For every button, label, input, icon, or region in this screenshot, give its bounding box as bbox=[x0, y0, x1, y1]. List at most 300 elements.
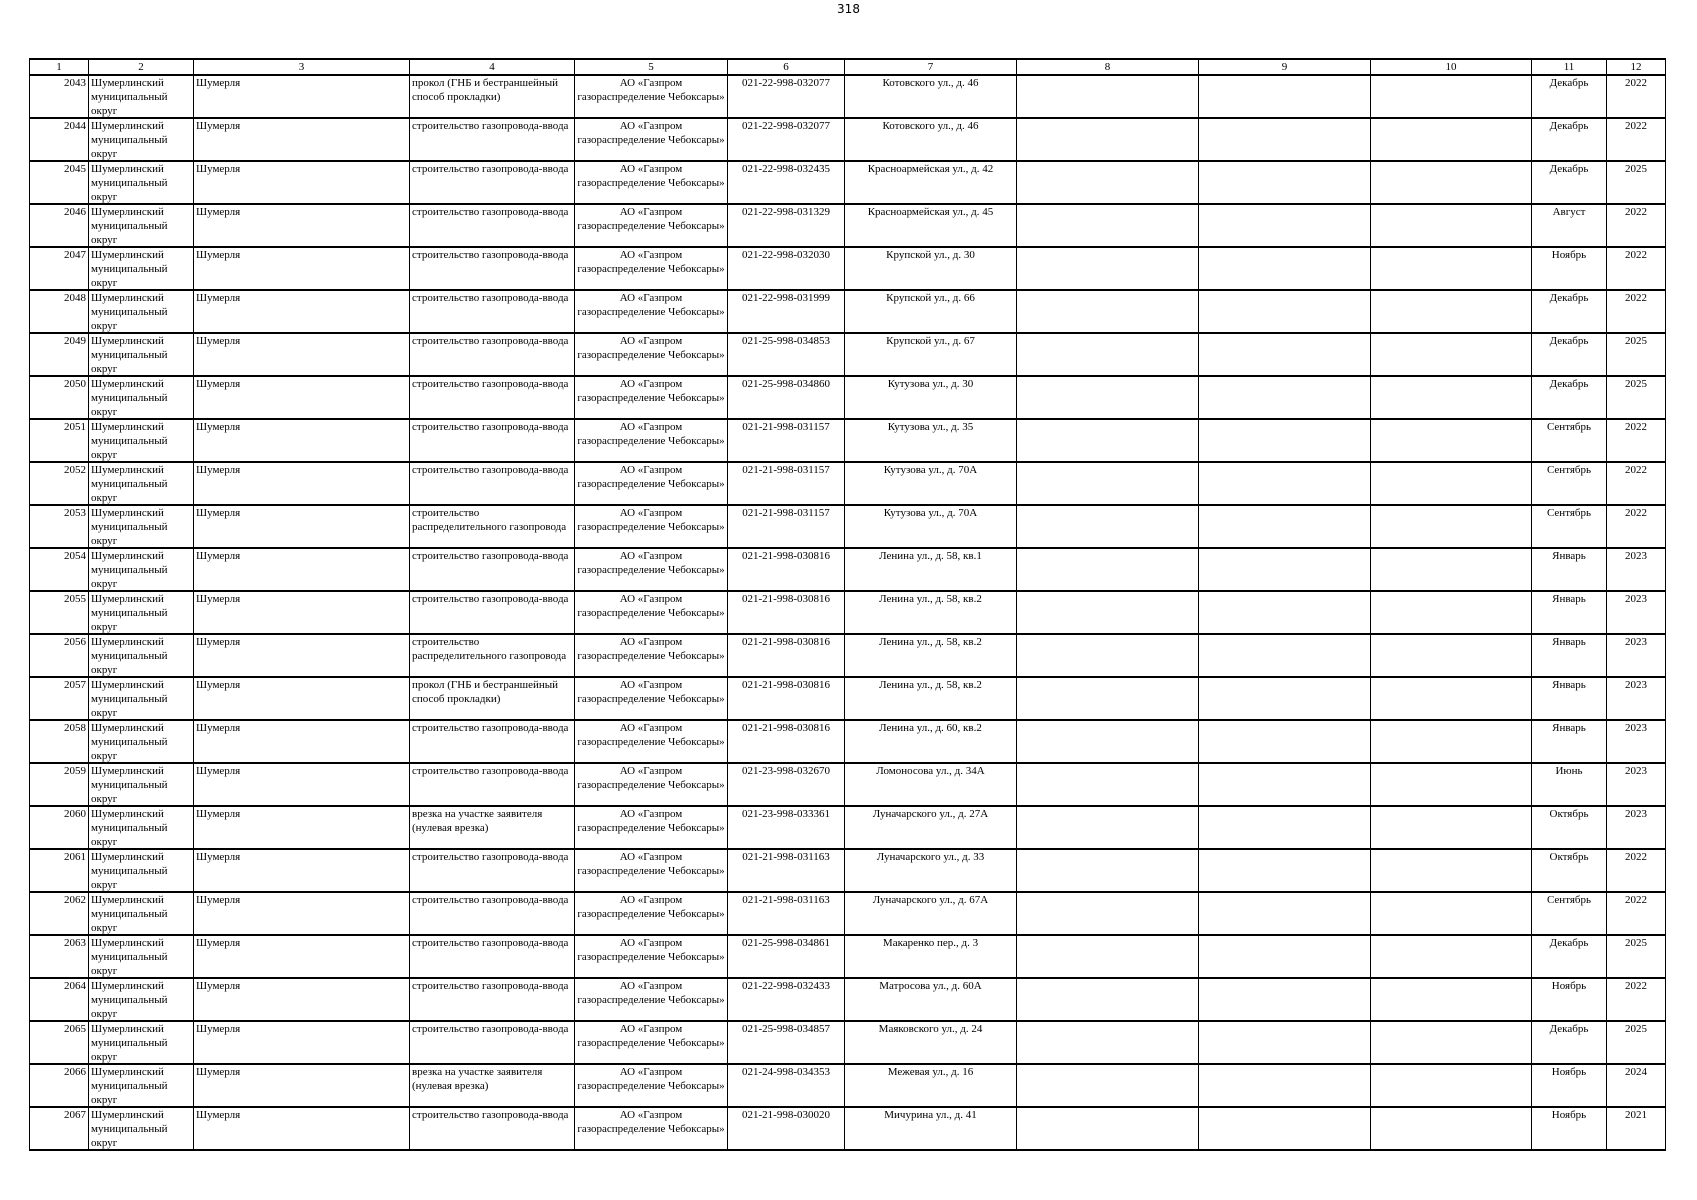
address-cell bbox=[845, 1064, 1017, 1107]
application-code-cell bbox=[728, 892, 845, 935]
column-10-cell bbox=[1371, 591, 1532, 634]
month-cell-text: Сентябрь bbox=[1546, 421, 1592, 433]
application-code-cell-text: 021-22-998-032077 bbox=[742, 77, 830, 89]
year-cell bbox=[1607, 376, 1666, 419]
application-code-cell bbox=[728, 634, 845, 677]
row-number-cell-text: 2067 bbox=[64, 1109, 86, 1121]
work-type-cell bbox=[410, 462, 575, 505]
column-9-cell bbox=[1199, 720, 1371, 763]
row-number-cell-text: 2051 bbox=[64, 421, 86, 433]
address-cell-text: Луначарского ул., д. 67А bbox=[872, 894, 989, 906]
table-row bbox=[30, 419, 1666, 462]
work-type-cell-text: прокол (ГНБ и бестраншейный способ прокладки) bbox=[412, 77, 559, 103]
application-code-cell bbox=[728, 505, 845, 548]
column-9-cell bbox=[1199, 634, 1371, 677]
column-8-cell bbox=[1017, 462, 1199, 505]
year-cell-text: 2022 bbox=[1625, 292, 1647, 304]
column-8-cell bbox=[1017, 419, 1199, 462]
application-code-cell bbox=[728, 548, 845, 591]
locality-cell-text: Шумерля bbox=[196, 937, 241, 949]
organization-cell-text: АО «Газпром газораспределение Чебоксары» bbox=[577, 120, 725, 146]
month-cell bbox=[1532, 247, 1607, 290]
address-cell-text: Красноармейская ул., д. 45 bbox=[867, 206, 994, 218]
year-cell bbox=[1607, 548, 1666, 591]
row-number-cell bbox=[30, 290, 89, 333]
table-row bbox=[30, 161, 1666, 204]
table-row bbox=[30, 935, 1666, 978]
table-row bbox=[30, 978, 1666, 1021]
organization-cell-text: АО «Газпром газораспределение Чебоксары» bbox=[577, 980, 725, 1006]
column-9-cell bbox=[1199, 1021, 1371, 1064]
column-10-cell bbox=[1371, 806, 1532, 849]
address-cell-text: Красноармейская ул., д. 42 bbox=[867, 163, 994, 175]
month-cell-text: Сентябрь bbox=[1546, 894, 1592, 906]
district-cell-text: Шумерлинский муниципальный округ bbox=[91, 206, 168, 246]
locality-cell bbox=[194, 290, 410, 333]
district-cell-text: Шумерлинский муниципальный округ bbox=[91, 851, 168, 891]
row-number-cell-text: 2045 bbox=[64, 163, 86, 175]
organization-cell-text: АО «Газпром газораспределение Чебоксары» bbox=[577, 206, 725, 232]
row-number-cell-text: 2062 bbox=[64, 894, 86, 906]
column-header-5: 5 bbox=[575, 59, 728, 75]
address-cell-text: Луначарского ул., д. 27А bbox=[872, 808, 989, 820]
locality-cell-text: Шумерля bbox=[196, 765, 241, 777]
month-cell bbox=[1532, 548, 1607, 591]
row-number-cell bbox=[30, 505, 89, 548]
month-cell-text: Январь bbox=[1552, 722, 1586, 734]
column-9-cell bbox=[1199, 75, 1371, 118]
year-cell-text: 2023 bbox=[1625, 722, 1647, 734]
application-code-cell bbox=[728, 1107, 845, 1150]
month-cell bbox=[1532, 935, 1607, 978]
year-cell-text: 2022 bbox=[1625, 249, 1647, 261]
locality-cell-text: Шумерля bbox=[196, 120, 241, 132]
year-cell-text: 2023 bbox=[1625, 679, 1647, 691]
work-type-cell bbox=[410, 978, 575, 1021]
work-type-cell bbox=[410, 677, 575, 720]
address-cell bbox=[845, 892, 1017, 935]
column-9-cell bbox=[1199, 118, 1371, 161]
row-number-cell bbox=[30, 806, 89, 849]
district-cell bbox=[89, 376, 194, 419]
table-row bbox=[30, 634, 1666, 677]
locality-cell bbox=[194, 204, 410, 247]
row-number-cell bbox=[30, 1064, 89, 1107]
organization-cell bbox=[575, 247, 728, 290]
column-10-cell bbox=[1371, 634, 1532, 677]
year-cell bbox=[1607, 1021, 1666, 1064]
address-cell bbox=[845, 75, 1017, 118]
column-8-cell bbox=[1017, 505, 1199, 548]
column-8-cell bbox=[1017, 677, 1199, 720]
row-number-cell-text: 2044 bbox=[64, 120, 86, 132]
work-type-cell-text: строительство газопровода-ввода bbox=[412, 722, 569, 734]
year-cell bbox=[1607, 75, 1666, 118]
locality-cell bbox=[194, 720, 410, 763]
work-type-cell-text: строительство распределительного газопровода bbox=[412, 636, 567, 662]
column-header-11: 11 bbox=[1532, 59, 1607, 75]
district-cell-text: Шумерлинский муниципальный округ bbox=[91, 163, 168, 203]
work-type-cell bbox=[410, 1064, 575, 1107]
row-number-cell-text: 2064 bbox=[64, 980, 86, 992]
locality-cell bbox=[194, 1064, 410, 1107]
year-cell bbox=[1607, 892, 1666, 935]
organization-cell-text: АО «Газпром газораспределение Чебоксары» bbox=[577, 421, 725, 447]
table-row bbox=[30, 548, 1666, 591]
month-cell bbox=[1532, 462, 1607, 505]
column-9-cell bbox=[1199, 204, 1371, 247]
table-row bbox=[30, 75, 1666, 118]
column-8-cell bbox=[1017, 204, 1199, 247]
month-cell-text: Январь bbox=[1552, 636, 1586, 648]
district-cell-text: Шумерлинский муниципальный округ bbox=[91, 808, 168, 848]
row-number-cell bbox=[30, 333, 89, 376]
work-type-cell-text: строительство газопровода-ввода bbox=[412, 206, 569, 218]
year-cell bbox=[1607, 634, 1666, 677]
column-10-cell bbox=[1371, 1064, 1532, 1107]
year-cell-text: 2025 bbox=[1625, 378, 1647, 390]
application-code-cell bbox=[728, 118, 845, 161]
district-cell-text: Шумерлинский муниципальный округ bbox=[91, 120, 168, 160]
column-9-cell bbox=[1199, 935, 1371, 978]
address-cell bbox=[845, 935, 1017, 978]
address-cell-text: Крупской ул., д. 67 bbox=[886, 335, 975, 347]
district-cell-text: Шумерлинский муниципальный округ bbox=[91, 335, 168, 375]
application-code-cell-text: 021-22-998-032077 bbox=[742, 120, 830, 132]
work-type-cell bbox=[410, 1107, 575, 1150]
locality-cell bbox=[194, 763, 410, 806]
district-cell bbox=[89, 118, 194, 161]
row-number-cell-text: 2060 bbox=[64, 808, 86, 820]
district-cell-text: Шумерлинский муниципальный округ bbox=[91, 722, 168, 762]
page-number: 318 bbox=[837, 2, 860, 16]
month-cell-text: Декабрь bbox=[1549, 77, 1589, 89]
address-cell bbox=[845, 849, 1017, 892]
column-9-cell bbox=[1199, 763, 1371, 806]
application-code-cell-text: 021-21-998-031157 bbox=[742, 464, 830, 476]
month-cell-text: Ноябрь bbox=[1551, 1109, 1587, 1121]
year-cell-text: 2021 bbox=[1625, 1109, 1647, 1121]
column-8-cell bbox=[1017, 161, 1199, 204]
month-cell bbox=[1532, 1064, 1607, 1107]
organization-cell-text: АО «Газпром газораспределение Чебоксары» bbox=[577, 765, 725, 791]
column-10-cell bbox=[1371, 1021, 1532, 1064]
table-row bbox=[30, 720, 1666, 763]
month-cell bbox=[1532, 634, 1607, 677]
organization-cell bbox=[575, 376, 728, 419]
locality-cell-text: Шумерля bbox=[196, 1109, 241, 1121]
address-cell bbox=[845, 161, 1017, 204]
district-cell-text: Шумерлинский муниципальный округ bbox=[91, 894, 168, 934]
application-code-cell-text: 021-21-998-030816 bbox=[742, 636, 830, 648]
column-10-cell bbox=[1371, 247, 1532, 290]
district-cell bbox=[89, 505, 194, 548]
locality-cell-text: Шумерля bbox=[196, 464, 241, 476]
district-cell bbox=[89, 333, 194, 376]
application-code-cell-text: 021-22-998-032433 bbox=[742, 980, 830, 992]
table-row bbox=[30, 1064, 1666, 1107]
district-cell-text: Шумерлинский муниципальный округ bbox=[91, 593, 168, 633]
month-cell bbox=[1532, 720, 1607, 763]
address-cell-text: Ленина ул., д. 60, кв.2 bbox=[879, 722, 982, 734]
address-cell-text: Котовского ул., д. 46 bbox=[882, 120, 979, 132]
work-type-cell-text: строительство газопровода-ввода bbox=[412, 421, 569, 433]
month-cell-text: Январь bbox=[1552, 679, 1586, 691]
organization-cell-text: АО «Газпром газораспределение Чебоксары» bbox=[577, 163, 725, 189]
table-row bbox=[30, 290, 1666, 333]
column-10-cell bbox=[1371, 462, 1532, 505]
year-cell-text: 2023 bbox=[1625, 636, 1647, 648]
column-10-cell bbox=[1371, 978, 1532, 1021]
organization-cell bbox=[575, 118, 728, 161]
row-number-cell bbox=[30, 1107, 89, 1150]
locality-cell bbox=[194, 978, 410, 1021]
address-cell-text: Котовского ул., д. 46 bbox=[882, 77, 979, 89]
organization-cell-text: АО «Газпром газораспределение Чебоксары» bbox=[577, 464, 725, 490]
district-cell bbox=[89, 419, 194, 462]
year-cell-text: 2022 bbox=[1625, 894, 1647, 906]
table-row bbox=[30, 892, 1666, 935]
address-cell bbox=[845, 978, 1017, 1021]
locality-cell bbox=[194, 935, 410, 978]
column-10-cell bbox=[1371, 376, 1532, 419]
organization-cell-text: АО «Газпром газораспределение Чебоксары» bbox=[577, 679, 725, 705]
organization-cell-text: АО «Газпром газораспределение Чебоксары» bbox=[577, 636, 725, 662]
organization-cell bbox=[575, 1107, 728, 1150]
district-cell bbox=[89, 849, 194, 892]
address-cell bbox=[845, 376, 1017, 419]
address-cell-text: Ленина ул., д. 58, кв.2 bbox=[879, 679, 982, 691]
row-number-cell-text: 2047 bbox=[64, 249, 86, 261]
column-9-cell bbox=[1199, 161, 1371, 204]
locality-cell bbox=[194, 247, 410, 290]
district-cell-text: Шумерлинский муниципальный округ bbox=[91, 292, 168, 332]
column-8-cell bbox=[1017, 1064, 1199, 1107]
header-row bbox=[30, 59, 1666, 75]
column-10-cell bbox=[1371, 161, 1532, 204]
row-number-cell-text: 2053 bbox=[64, 507, 86, 519]
table-row bbox=[30, 806, 1666, 849]
row-number-cell-text: 2052 bbox=[64, 464, 86, 476]
month-cell bbox=[1532, 806, 1607, 849]
address-cell-text: Крупской ул., д. 66 bbox=[886, 292, 975, 304]
application-code-cell-text: 021-25-998-034857 bbox=[742, 1023, 830, 1035]
work-type-cell bbox=[410, 333, 575, 376]
row-number-cell-text: 2065 bbox=[64, 1023, 86, 1035]
organization-cell-text: АО «Газпром газораспределение Чебоксары» bbox=[577, 808, 725, 834]
column-8-cell bbox=[1017, 1021, 1199, 1064]
month-cell-text: Ноябрь bbox=[1551, 1066, 1587, 1078]
locality-cell-text: Шумерля bbox=[196, 1066, 241, 1078]
district-cell-text: Шумерлинский муниципальный округ bbox=[91, 937, 168, 977]
month-cell bbox=[1532, 290, 1607, 333]
work-type-cell bbox=[410, 548, 575, 591]
month-cell-text: Ноябрь bbox=[1551, 249, 1587, 261]
locality-cell-text: Шумерля bbox=[196, 335, 241, 347]
locality-cell-text: Шумерля bbox=[196, 722, 241, 734]
month-cell bbox=[1532, 677, 1607, 720]
row-number-cell-text: 2063 bbox=[64, 937, 86, 949]
month-cell bbox=[1532, 333, 1607, 376]
work-type-cell bbox=[410, 892, 575, 935]
district-cell bbox=[89, 978, 194, 1021]
year-cell-text: 2022 bbox=[1625, 507, 1647, 519]
column-header-8: 8 bbox=[1017, 59, 1199, 75]
column-9-cell bbox=[1199, 505, 1371, 548]
organization-cell bbox=[575, 75, 728, 118]
locality-cell-text: Шумерля bbox=[196, 593, 241, 605]
column-8-cell bbox=[1017, 720, 1199, 763]
table-row bbox=[30, 763, 1666, 806]
application-code-cell bbox=[728, 978, 845, 1021]
year-cell bbox=[1607, 1107, 1666, 1150]
year-cell-text: 2022 bbox=[1625, 206, 1647, 218]
organization-cell-text: АО «Газпром газораспределение Чебоксары» bbox=[577, 722, 725, 748]
column-8-cell bbox=[1017, 247, 1199, 290]
locality-cell-text: Шумерля bbox=[196, 421, 241, 433]
row-number-cell-text: 2058 bbox=[64, 722, 86, 734]
year-cell-text: 2022 bbox=[1625, 980, 1647, 992]
organization-cell-text: АО «Газпром газораспределение Чебоксары» bbox=[577, 894, 725, 920]
column-9-cell bbox=[1199, 462, 1371, 505]
organization-cell bbox=[575, 419, 728, 462]
district-cell-text: Шумерлинский муниципальный округ bbox=[91, 77, 168, 117]
year-cell-text: 2022 bbox=[1625, 77, 1647, 89]
organization-cell-text: АО «Газпром газораспределение Чебоксары» bbox=[577, 851, 725, 877]
application-code-cell-text: 021-21-998-031163 bbox=[742, 894, 830, 906]
locality-cell bbox=[194, 1107, 410, 1150]
application-code-cell bbox=[728, 161, 845, 204]
row-number-cell bbox=[30, 419, 89, 462]
row-number-cell-text: 2046 bbox=[64, 206, 86, 218]
work-type-cell-text: строительство газопровода-ввода bbox=[412, 163, 569, 175]
work-type-cell-text: строительство газопровода-ввода bbox=[412, 292, 569, 304]
locality-cell-text: Шумерля bbox=[196, 77, 241, 89]
application-code-cell bbox=[728, 591, 845, 634]
organization-cell bbox=[575, 978, 728, 1021]
year-cell bbox=[1607, 806, 1666, 849]
row-number-cell bbox=[30, 1021, 89, 1064]
row-number-cell bbox=[30, 720, 89, 763]
table-row bbox=[30, 462, 1666, 505]
year-cell-text: 2022 bbox=[1625, 120, 1647, 132]
column-10-cell bbox=[1371, 677, 1532, 720]
organization-cell-text: АО «Газпром газораспределение Чебоксары» bbox=[577, 593, 725, 619]
month-cell-text: Декабрь bbox=[1549, 292, 1589, 304]
month-cell bbox=[1532, 204, 1607, 247]
column-10-cell bbox=[1371, 720, 1532, 763]
locality-cell bbox=[194, 419, 410, 462]
work-type-cell-text: прокол (ГНБ и бестраншейный способ прокладки) bbox=[412, 679, 559, 705]
year-cell bbox=[1607, 849, 1666, 892]
organization-cell bbox=[575, 1021, 728, 1064]
year-cell-text: 2025 bbox=[1625, 1023, 1647, 1035]
district-cell-text: Шумерлинский муниципальный округ bbox=[91, 980, 168, 1020]
organization-cell-text: АО «Газпром газораспределение Чебоксары» bbox=[577, 1109, 725, 1135]
work-type-cell bbox=[410, 161, 575, 204]
work-type-cell-text: строительство газопровода-ввода bbox=[412, 1023, 569, 1035]
locality-cell-text: Шумерля bbox=[196, 679, 241, 691]
address-cell-text: Кутузова ул., д. 30 bbox=[887, 378, 974, 390]
row-number-cell bbox=[30, 892, 89, 935]
month-cell bbox=[1532, 1021, 1607, 1064]
row-number-cell bbox=[30, 376, 89, 419]
column-10-cell bbox=[1371, 419, 1532, 462]
locality-cell bbox=[194, 462, 410, 505]
column-8-cell bbox=[1017, 763, 1199, 806]
column-header-2: 2 bbox=[89, 59, 194, 75]
table-body bbox=[30, 75, 1666, 1150]
column-header-4: 4 bbox=[410, 59, 575, 75]
column-9-cell bbox=[1199, 806, 1371, 849]
column-8-cell bbox=[1017, 849, 1199, 892]
table-row bbox=[30, 1021, 1666, 1064]
year-cell bbox=[1607, 118, 1666, 161]
column-10-cell bbox=[1371, 1107, 1532, 1150]
year-cell-text: 2023 bbox=[1625, 808, 1647, 820]
work-type-cell-text: врезка на участке заявителя (нулевая врезка) bbox=[412, 808, 543, 834]
work-type-cell-text: строительство газопровода-ввода bbox=[412, 894, 569, 906]
address-cell bbox=[845, 591, 1017, 634]
locality-cell bbox=[194, 677, 410, 720]
work-type-cell-text: строительство газопровода-ввода bbox=[412, 120, 569, 132]
month-cell bbox=[1532, 1107, 1607, 1150]
organization-cell-text: АО «Газпром газораспределение Чебоксары» bbox=[577, 292, 725, 318]
row-number-cell-text: 2049 bbox=[64, 335, 86, 347]
application-code-cell-text: 021-22-998-031999 bbox=[742, 292, 830, 304]
row-number-cell bbox=[30, 677, 89, 720]
organization-cell bbox=[575, 677, 728, 720]
row-number-cell bbox=[30, 548, 89, 591]
work-type-cell-text: строительство газопровода-ввода bbox=[412, 249, 569, 261]
year-cell-text: 2022 bbox=[1625, 421, 1647, 433]
row-number-cell-text: 2059 bbox=[64, 765, 86, 777]
work-type-cell-text: строительство газопровода-ввода bbox=[412, 980, 569, 992]
organization-cell bbox=[575, 548, 728, 591]
year-cell-text: 2022 bbox=[1625, 464, 1647, 476]
application-code-cell-text: 021-25-998-034860 bbox=[742, 378, 830, 390]
address-cell-text: Маяковского ул., д. 24 bbox=[878, 1023, 983, 1035]
year-cell bbox=[1607, 720, 1666, 763]
row-number-cell-text: 2043 bbox=[64, 77, 86, 89]
column-9-cell bbox=[1199, 247, 1371, 290]
table-row bbox=[30, 333, 1666, 376]
locality-cell bbox=[194, 591, 410, 634]
address-cell bbox=[845, 462, 1017, 505]
address-cell bbox=[845, 763, 1017, 806]
district-cell bbox=[89, 720, 194, 763]
month-cell-text: Январь bbox=[1552, 593, 1586, 605]
application-code-cell-text: 021-21-998-030816 bbox=[742, 679, 830, 691]
district-cell bbox=[89, 1064, 194, 1107]
address-cell-text: Луначарского ул., д. 33 bbox=[876, 851, 985, 863]
column-10-cell bbox=[1371, 505, 1532, 548]
district-cell bbox=[89, 634, 194, 677]
locality-cell-text: Шумерля bbox=[196, 894, 241, 906]
year-cell bbox=[1607, 505, 1666, 548]
address-cell bbox=[845, 806, 1017, 849]
column-8-cell bbox=[1017, 548, 1199, 591]
work-type-cell bbox=[410, 806, 575, 849]
district-cell-text: Шумерлинский муниципальный округ bbox=[91, 636, 168, 676]
application-code-cell bbox=[728, 1064, 845, 1107]
row-number-cell-text: 2066 bbox=[64, 1066, 86, 1078]
application-code-cell-text: 021-22-998-031329 bbox=[742, 206, 830, 218]
row-number-cell-text: 2056 bbox=[64, 636, 86, 648]
locality-cell-text: Шумерля bbox=[196, 1023, 241, 1035]
column-header-3: 3 bbox=[194, 59, 410, 75]
month-cell bbox=[1532, 161, 1607, 204]
